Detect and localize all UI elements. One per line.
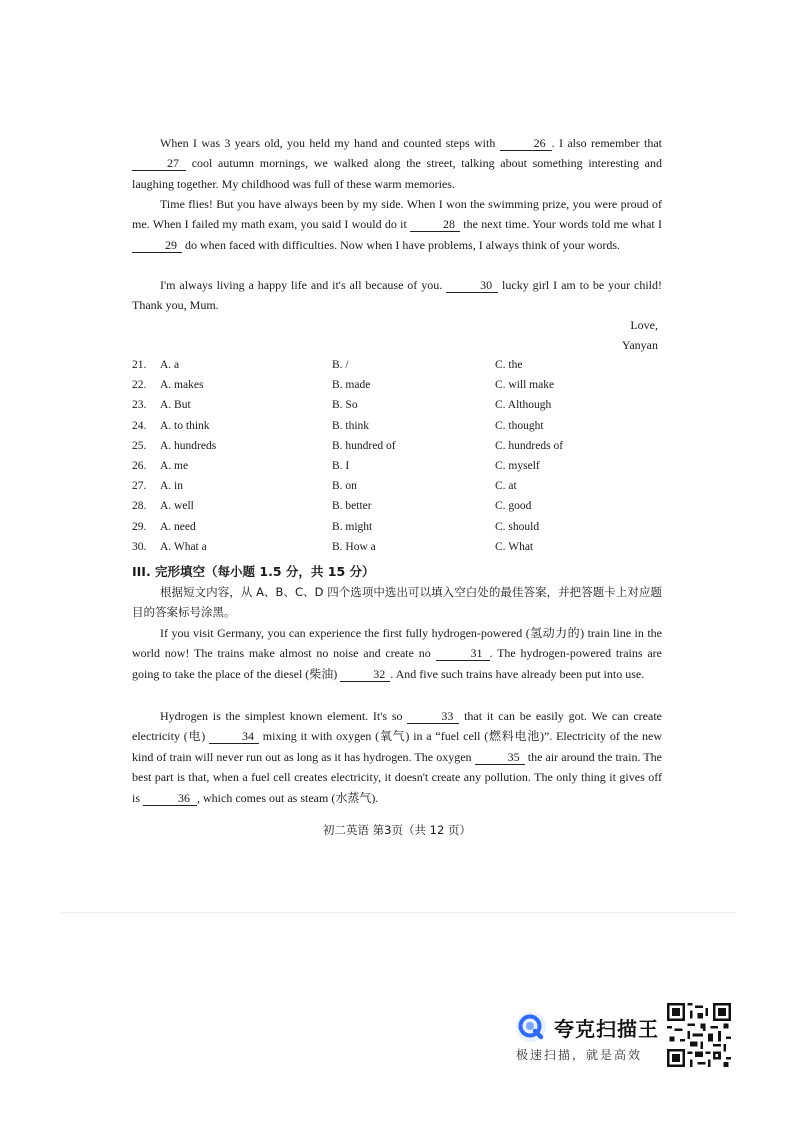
brand-slogan: 极速扫描，就是高效 xyxy=(516,1048,643,1062)
blank-29: 29 xyxy=(132,238,182,253)
blank-32: 32 xyxy=(340,667,390,682)
blank-36: 36 xyxy=(143,791,197,806)
letter-closing: Love, xyxy=(630,318,658,332)
qr-code-icon xyxy=(667,1003,731,1067)
scan-edge-line xyxy=(60,912,736,913)
option-row: 28. A. well B. better C. good xyxy=(132,500,532,513)
passage-paragraph-2: Hydrogen is the simplest known element. It's so 33 that it can be easily got. We can create electricity (电) 34 mixing it with oxygen (氧气) in a “fuel cell (燃料电池)”. Electricity of the new kind of train will never run out as long as it has hydrogen. The oxygen 35 the air around the train. The best part is that, when a fuel cell creates electricity, it doesn't create any pollution. The only thing it gives off is 36 , which comes out as steam (水蒸气). xyxy=(132,709,663,805)
option-row: 26. A. me B. I C. myself xyxy=(132,459,540,472)
scanner-watermark xyxy=(514,1010,664,1065)
blank-33: 33 xyxy=(407,709,459,724)
option-row: 21. A. a B. / C. the xyxy=(132,359,523,371)
section-instruction: 根据短文内容，从 A、B、C、D 四个选项中选出可以填入空白处的最佳答案，并把答题卡上对应题目的答案标号涂黑。 xyxy=(132,585,662,620)
brand-name: 夸克扫描王 xyxy=(554,1017,659,1041)
option-row: 27. A. in B. on C. at xyxy=(132,480,517,493)
blank-26: 26 xyxy=(500,136,552,151)
blank-28: 28 xyxy=(410,217,460,232)
page-footer: 初二英语 第3页（共 12 页） xyxy=(323,823,471,837)
option-row: 24. A. to think B. think C. thought xyxy=(132,419,544,432)
blank-30: 30 xyxy=(446,278,498,293)
letter-paragraph-3: I'm always living a happy life and it's all because of you. 30 lucky girl I am to be your child! Thank you, Mum. xyxy=(132,278,662,313)
option-row: 23. A. But B. So C. Although xyxy=(132,399,552,412)
scanner-logo-icon xyxy=(514,1010,548,1044)
section-title: III. 完形填空（每小题 1.5 分，共 15 分） xyxy=(132,564,375,579)
letter-paragraph-2: Time flies! But you have always been by my side. When I won the swimming prize, you were proud of me. When I failed my math exam, you said I would do it 28 the next time. Your words told me what I 29 do when faced with difficulties. Now when I have problems, I always think of your words. xyxy=(132,197,662,252)
option-row: 22. A. makes B. made C. will make xyxy=(132,379,555,392)
passage-paragraph-1: If you visit Germany, you can experience the first fully hydrogen-powered (氢动力的) train line in the world now! The trains make almost no noise and create no 31 . The hydrogen-powered trains are going to take the place of the diesel (柴油) 32 . And five such trains have already been put into use. xyxy=(132,626,662,681)
blank-35: 35 xyxy=(475,750,525,765)
letter-paragraph-1: When I was 3 years old, you held my hand and counted steps with 26 . I also remember that 27 cool autumn mornings, we walked along the street, talking about something interesting and laughing together. My childhood was full of these warm memories. xyxy=(132,136,662,191)
blank-27: 27 xyxy=(132,156,186,171)
answer-options xyxy=(132,355,662,557)
letter-signature: Yanyan xyxy=(621,338,658,352)
option-row: 25. A. hundreds B. hundred of C. hundreds of xyxy=(132,439,564,452)
option-row: 29. A. need B. might C. should xyxy=(132,520,540,533)
blank-34: 34 xyxy=(209,729,259,744)
option-row: 30. A. What a B. How a C. What xyxy=(132,540,534,553)
blank-31: 31 xyxy=(436,646,490,661)
